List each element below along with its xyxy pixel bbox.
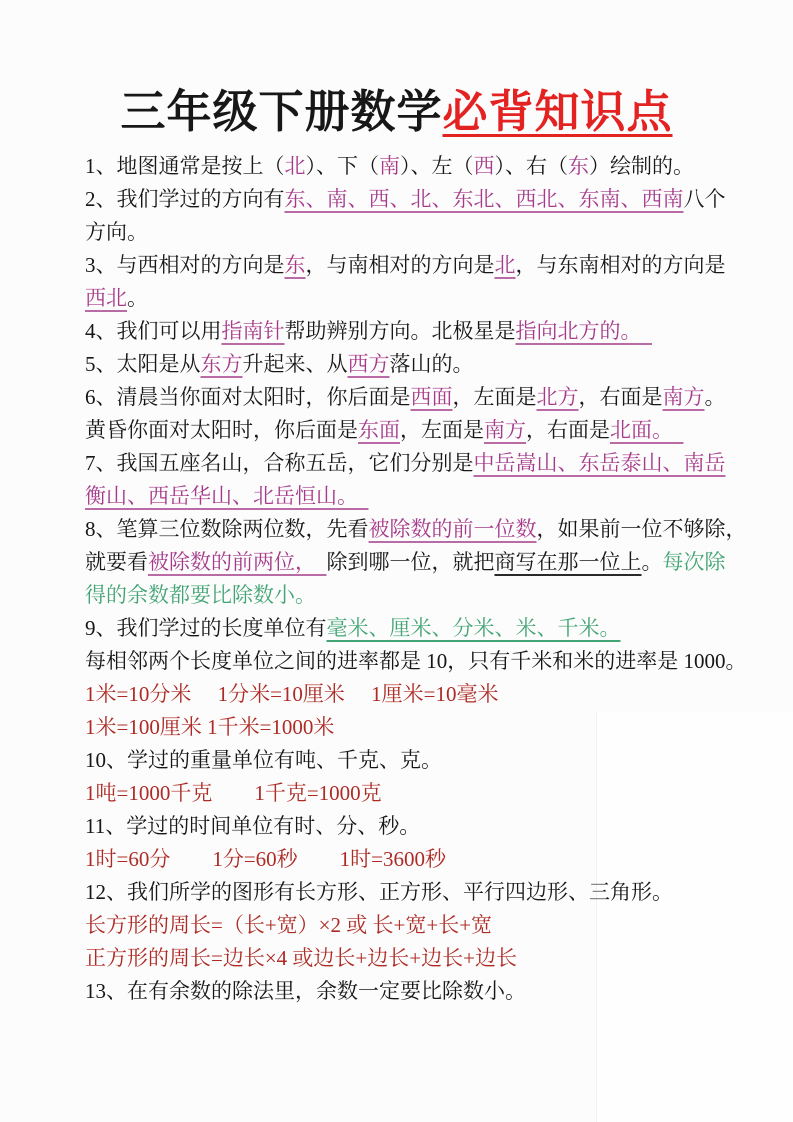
text-segment: 东面 [358,418,400,443]
text-segment: 每相邻两个长度单位之间的进率都是 10，只有千米和米的进率是 1000。 [85,649,747,674]
text-segment: 就要看 [85,550,148,575]
text-segment: 11、学过的时间单位有时、分、秒。 [85,814,421,839]
text-segment: 西北 [85,286,127,311]
text-segment: 1、地图通常是按上（ [85,154,285,179]
text-segment: 南方 [484,418,526,443]
text-line-10 [85,447,726,480]
text-segment: 。 [127,286,148,311]
text-segment: 升起来、从 [242,352,348,377]
text-segment: 。 [704,385,726,410]
text-line-24 [85,909,723,942]
text-segment: 2、我们学过的方向有 [85,187,285,212]
text-segment: 八个 [683,187,726,212]
text-segment: 5、太阳是从 [85,352,201,377]
text-line-13 [85,546,726,579]
text-line-5 [85,282,723,315]
text-segment: 。 [641,550,663,575]
text-line-25 [85,942,723,975]
text-segment: 落山的。 [389,352,474,377]
text-segment: ，左面是 [400,418,484,443]
text-segment: 7、我国五座名山，合称五岳，它们分别是 [85,451,474,476]
text-line-9 [85,414,723,447]
text-segment: 9、我们学过的长度单位有 [85,616,327,641]
text-segment: 被除数的前两位， [148,550,327,575]
text-line-23 [85,876,723,909]
text-segment: ）、右（ [494,154,568,179]
text-segment: 北 [494,253,516,278]
text-line-15 [85,612,723,645]
text-segment: 帮助辨别方向。北极星是 [284,319,516,344]
text-line-26 [85,975,723,1008]
text-segment: ，如果前一位不够除， [536,517,747,542]
text-segment: ，与南相对的方向是 [305,253,495,278]
text-segment: ，右面是 [526,418,610,443]
text-line-14 [85,579,723,612]
text-line-7 [85,348,723,381]
text-line-21 [85,810,723,843]
text-segment: 10、学过的重量单位有吨、千克、克。 [85,748,442,773]
text-segment: 1时=60分 1分=60秒 1时=3600秒 [85,847,447,872]
text-segment: 西方 [347,352,390,377]
title-segment: 三年级下册数学 [120,86,443,137]
text-segment: 北 [284,154,306,179]
text-segment: 衡山、西岳华山、北岳恒山。 [85,484,369,509]
text-line-4 [85,249,726,282]
text-segment: 东方 [200,352,243,377]
text-line-19 [85,744,723,777]
text-segment: 6、清晨当你面对太阳时，你后面是 [85,385,411,410]
text-line-18 [85,711,723,744]
text-segment: 南 [379,154,400,179]
text-segment: 1米=10分米 1分米=10厘米 1厘米=10毫米 [85,682,499,707]
text-segment: ）、左（ [400,154,474,179]
text-segment: 得的余数都要比除数小。 [85,583,316,608]
text-segment: 中岳嵩山、东岳泰山、南岳 [473,451,726,476]
text-line-17 [85,678,723,711]
text-line-3 [85,216,723,249]
text-segment: 13、在有余数的除法里，余数一定要比除数小。 [85,979,526,1004]
text-segment: 被除数的前一位数 [368,517,537,542]
text-segment: ）、下（ [305,154,379,179]
text-segment: ，右面是 [578,385,663,410]
text-segment: ，左面是 [452,385,537,410]
text-segment: 南方 [662,385,705,410]
text-segment: 北面。 [610,418,684,443]
page-title [0,0,793,140]
text-line-6 [85,315,723,348]
text-line-11 [85,480,723,513]
text-segment: 毫米、厘米、分米、米、千米。 [326,616,621,641]
text-line-1 [85,150,723,183]
text-segment: 西面 [410,385,453,410]
text-line-20 [85,777,723,810]
text-line-22 [85,843,723,876]
title-segment: 必背知识点 [442,86,673,137]
text-segment: ，与东南相对的方向是 [515,253,726,278]
text-segment: 东 [284,253,306,278]
text-segment: 商写在那一位上 [494,550,642,575]
text-line-2 [85,183,726,216]
text-segment: 12、我们所学的图形有长方形、正方形、平行四边形、三角形。 [85,880,673,905]
document-body [85,150,747,1008]
text-segment: 东、南、西、北、东北、西北、东南、西南 [284,187,684,212]
text-segment: 方向。 [85,220,148,245]
text-segment: 东 [568,154,589,179]
text-segment: 8、笔算三位数除两位数，先看 [85,517,369,542]
text-segment: 4、我们可以用 [85,319,222,344]
text-line-16 [85,645,747,678]
text-segment: 除到哪一位，就把 [326,550,495,575]
text-segment: 北方 [536,385,579,410]
text-segment: 3、与西相对的方向是 [85,253,285,278]
text-line-8 [85,381,726,414]
text-segment: 每次除 [662,550,726,575]
text-line-12 [85,513,747,546]
text-segment: 西 [473,154,495,179]
text-segment: 指向北方的。 [515,319,652,344]
text-segment: 正方形的周长=边长×4 或边长+边长+边长+边长 [85,946,517,971]
text-segment: 1米=100厘米 1千米=1000米 [85,715,335,740]
text-segment: 指南针 [221,319,285,344]
text-segment: 黄昏你面对太阳时，你后面是 [85,418,358,443]
text-segment: ）绘制的。 [589,154,694,179]
text-segment: 长方形的周长=（长+宽）×2 或 长+宽+长+宽 [85,913,493,938]
text-segment: 1吨=1000千克 1千克=1000克 [85,781,382,806]
